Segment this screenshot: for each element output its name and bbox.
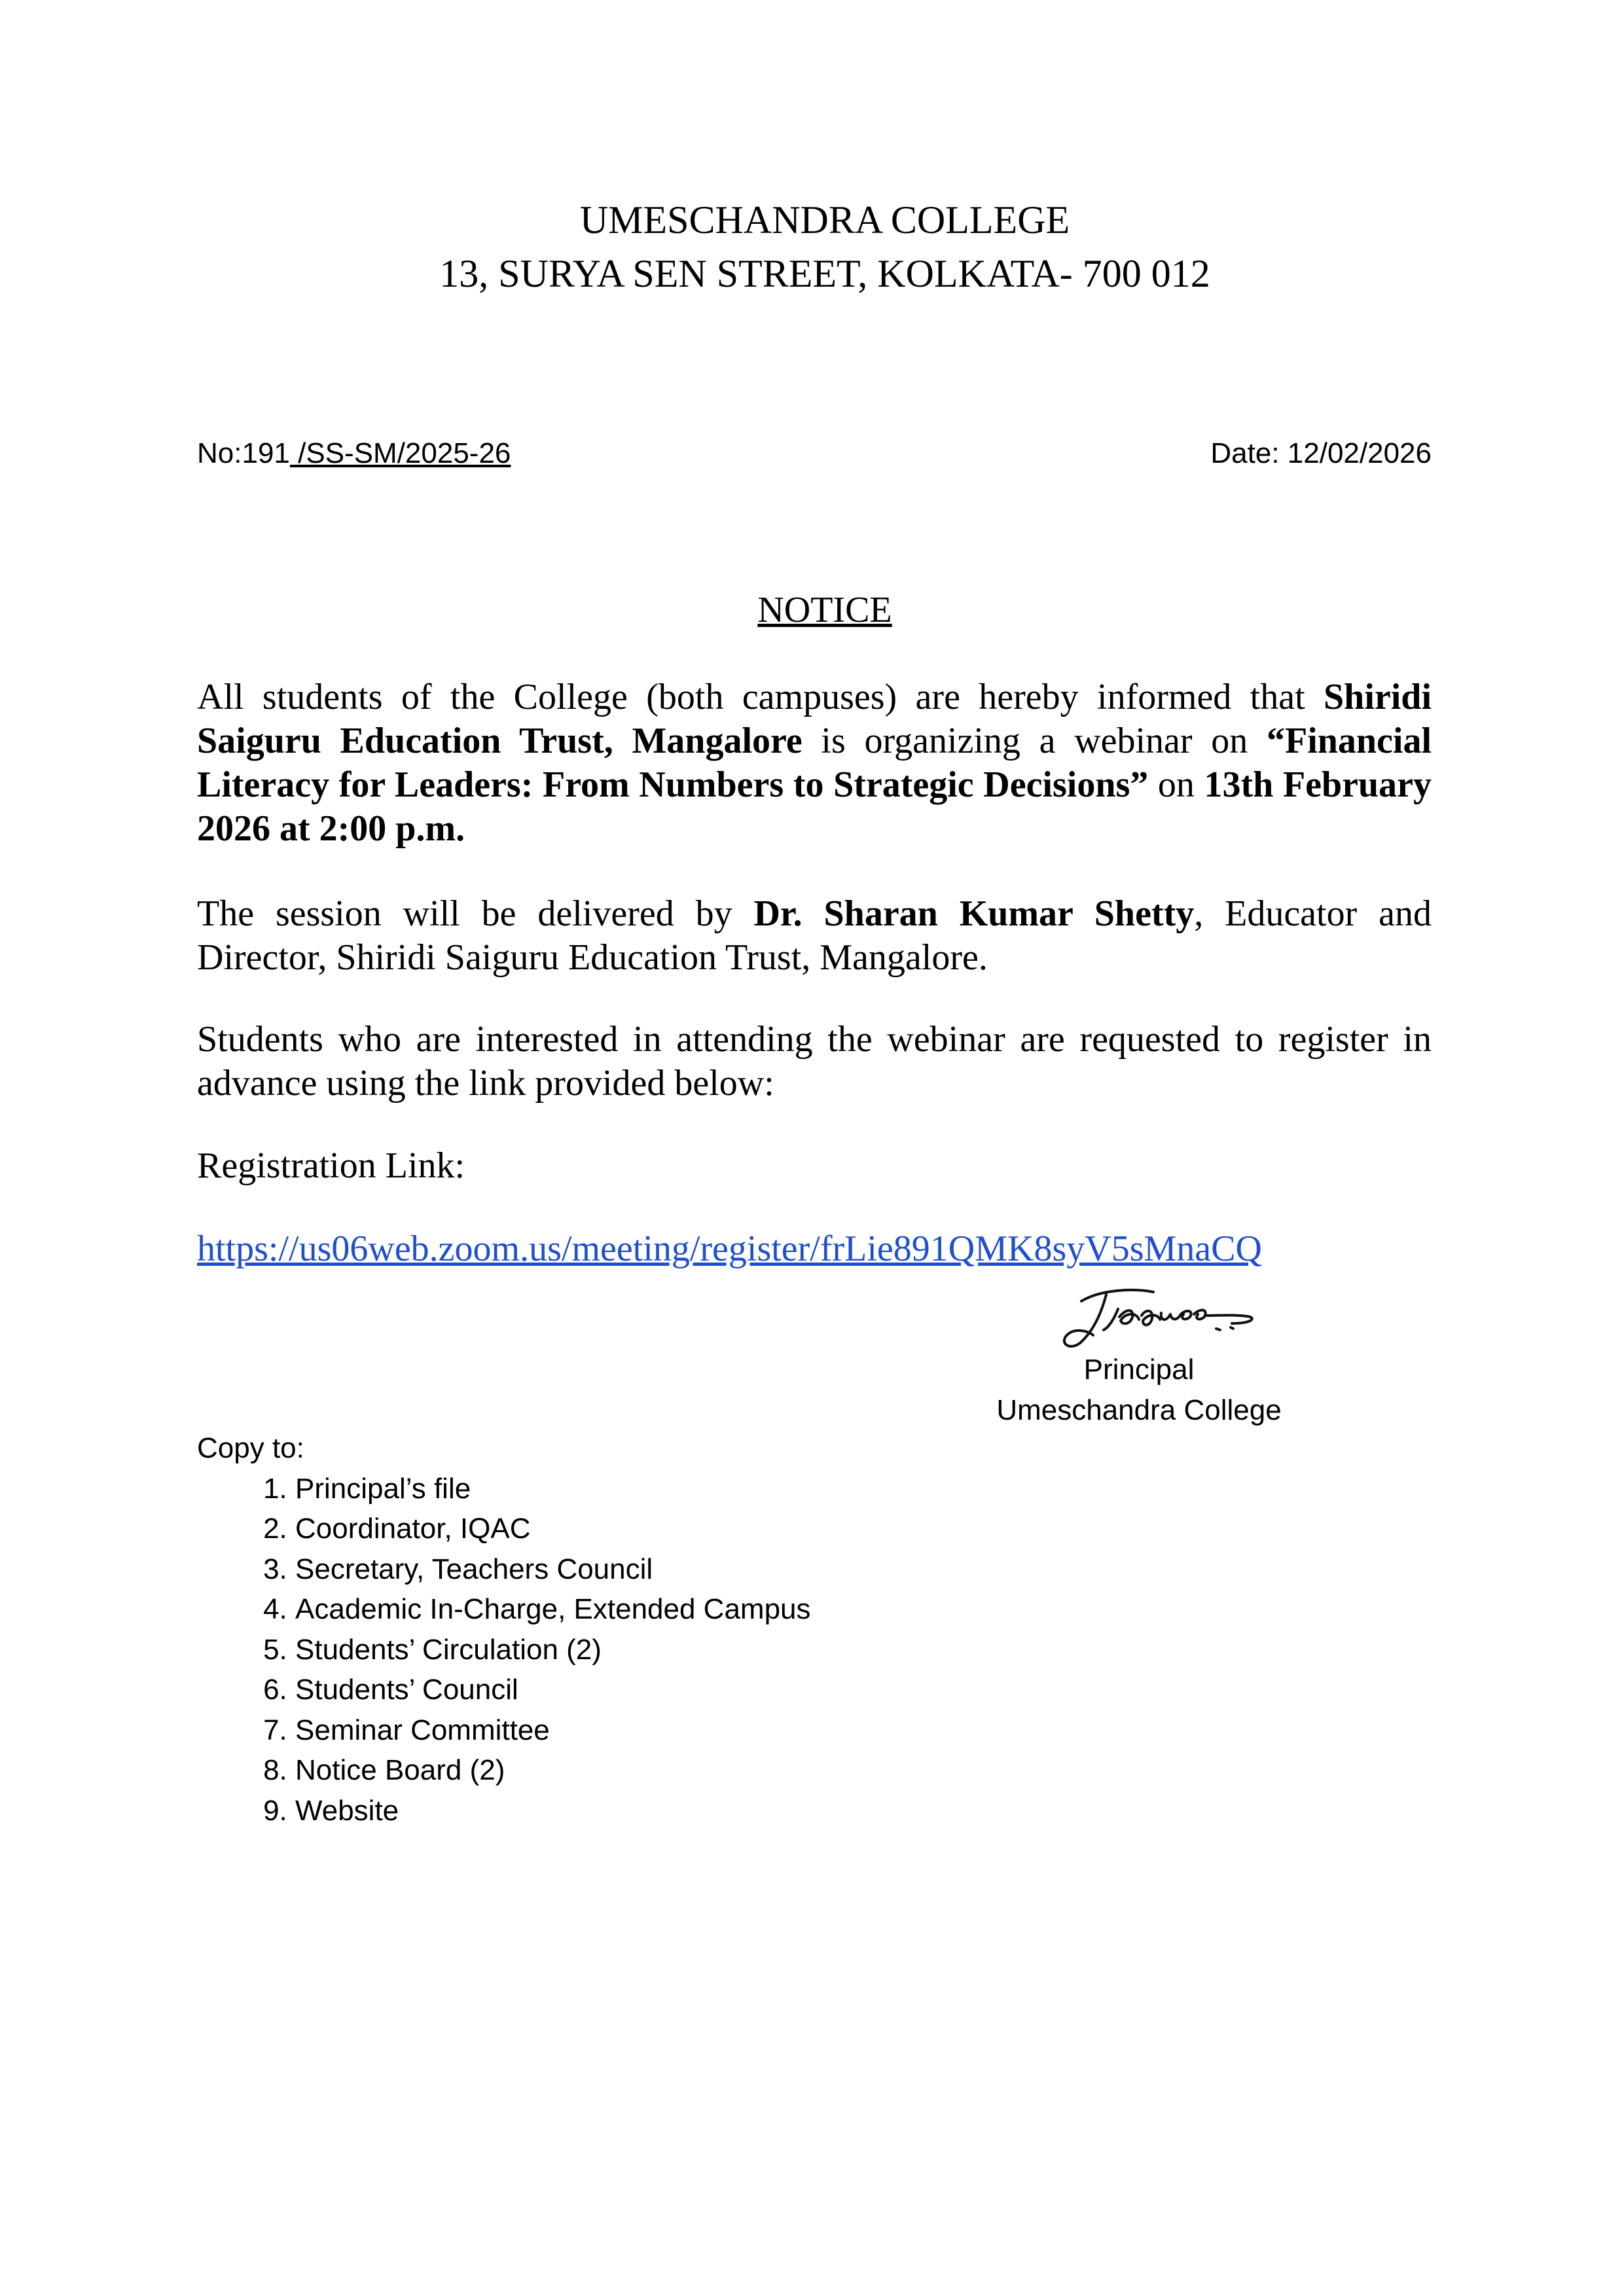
list-item: 7. Seminar Committee <box>295 1710 811 1751</box>
speaker-text-1: The session will be delivered by <box>197 893 754 934</box>
signatory-organization: Umeschandra College <box>996 1394 1282 1426</box>
list-item: 8. Notice Board (2) <box>295 1750 811 1791</box>
organizer-name: Shiridi Saiguru Education Trust, Mangalore <box>197 677 1432 761</box>
speaker-name: Dr. Sharan Kumar Shetty <box>753 893 1195 934</box>
list-item: 4. Academic In-Charge, Extended Campus <box>295 1589 811 1630</box>
webinar-topic: “Financial Literacy for Leaders: From Numbers to Strategic Decisions” <box>197 721 1432 805</box>
paragraph-announcement <box>197 675 1432 851</box>
list-item: 3. Secretary, Teachers Council <box>295 1549 811 1590</box>
paragraph-registration: Students who are interested in attending the webinar are requested to register in advance using the link provided below: <box>197 1019 1432 1103</box>
registration-link-line <box>197 1227 1432 1271</box>
principal-signature <box>1055 1283 1265 1355</box>
copy-to-label: Copy to: <box>197 1432 304 1464</box>
college-name: UMESCHANDRA COLLEGE <box>579 198 1070 242</box>
list-item: 9. Website <box>295 1791 811 1831</box>
list-item: 6. Students’ Council <box>295 1670 811 1710</box>
list-item: 1. Principal’s file <box>295 1469 811 1509</box>
list-item: 5. Students’ Circulation (2) <box>295 1630 811 1670</box>
signatory-block <box>982 1350 1296 1431</box>
reference-prefix: No:191 <box>197 437 290 469</box>
copy-to-list <box>197 1469 811 1831</box>
speaker-text-2: , Educator and Director, Shiridi Saiguru Education Trust, Mangalore. <box>197 893 1432 978</box>
reference-number <box>197 437 511 470</box>
college-address: 13, SURYA SEN STREET, KOLKATA- 700 012 <box>439 252 1210 295</box>
list-item: 2. Coordinator, IQAC <box>295 1509 811 1549</box>
webinar-datetime: 13th February 2026 at 2:00 p.m. <box>197 764 1432 849</box>
paragraph-speaker <box>197 892 1432 980</box>
signatory-title: Principal <box>1083 1354 1195 1386</box>
announcement-text-2: is organizing a webinar on <box>802 721 1267 761</box>
announcement-text-1: All students of the College (both campuses) are hereby informed that <box>197 677 1324 717</box>
announcement-text-3: on <box>1148 764 1204 805</box>
letterhead <box>0 193 1624 300</box>
reference-code: /SS-SM/2025-26 <box>289 437 511 469</box>
notice-date: Date: 12/02/2026 <box>1210 437 1432 469</box>
registration-link[interactable]: https://us06web.zoom.us/meeting/register/frLie891QMK8syV5sMnaCQ <box>197 1229 1262 1269</box>
notice-heading: NOTICE <box>757 590 892 630</box>
reference-line <box>197 437 1432 476</box>
registration-label: Registration Link: <box>197 1145 465 1186</box>
copy-to-section <box>197 1428 811 1831</box>
